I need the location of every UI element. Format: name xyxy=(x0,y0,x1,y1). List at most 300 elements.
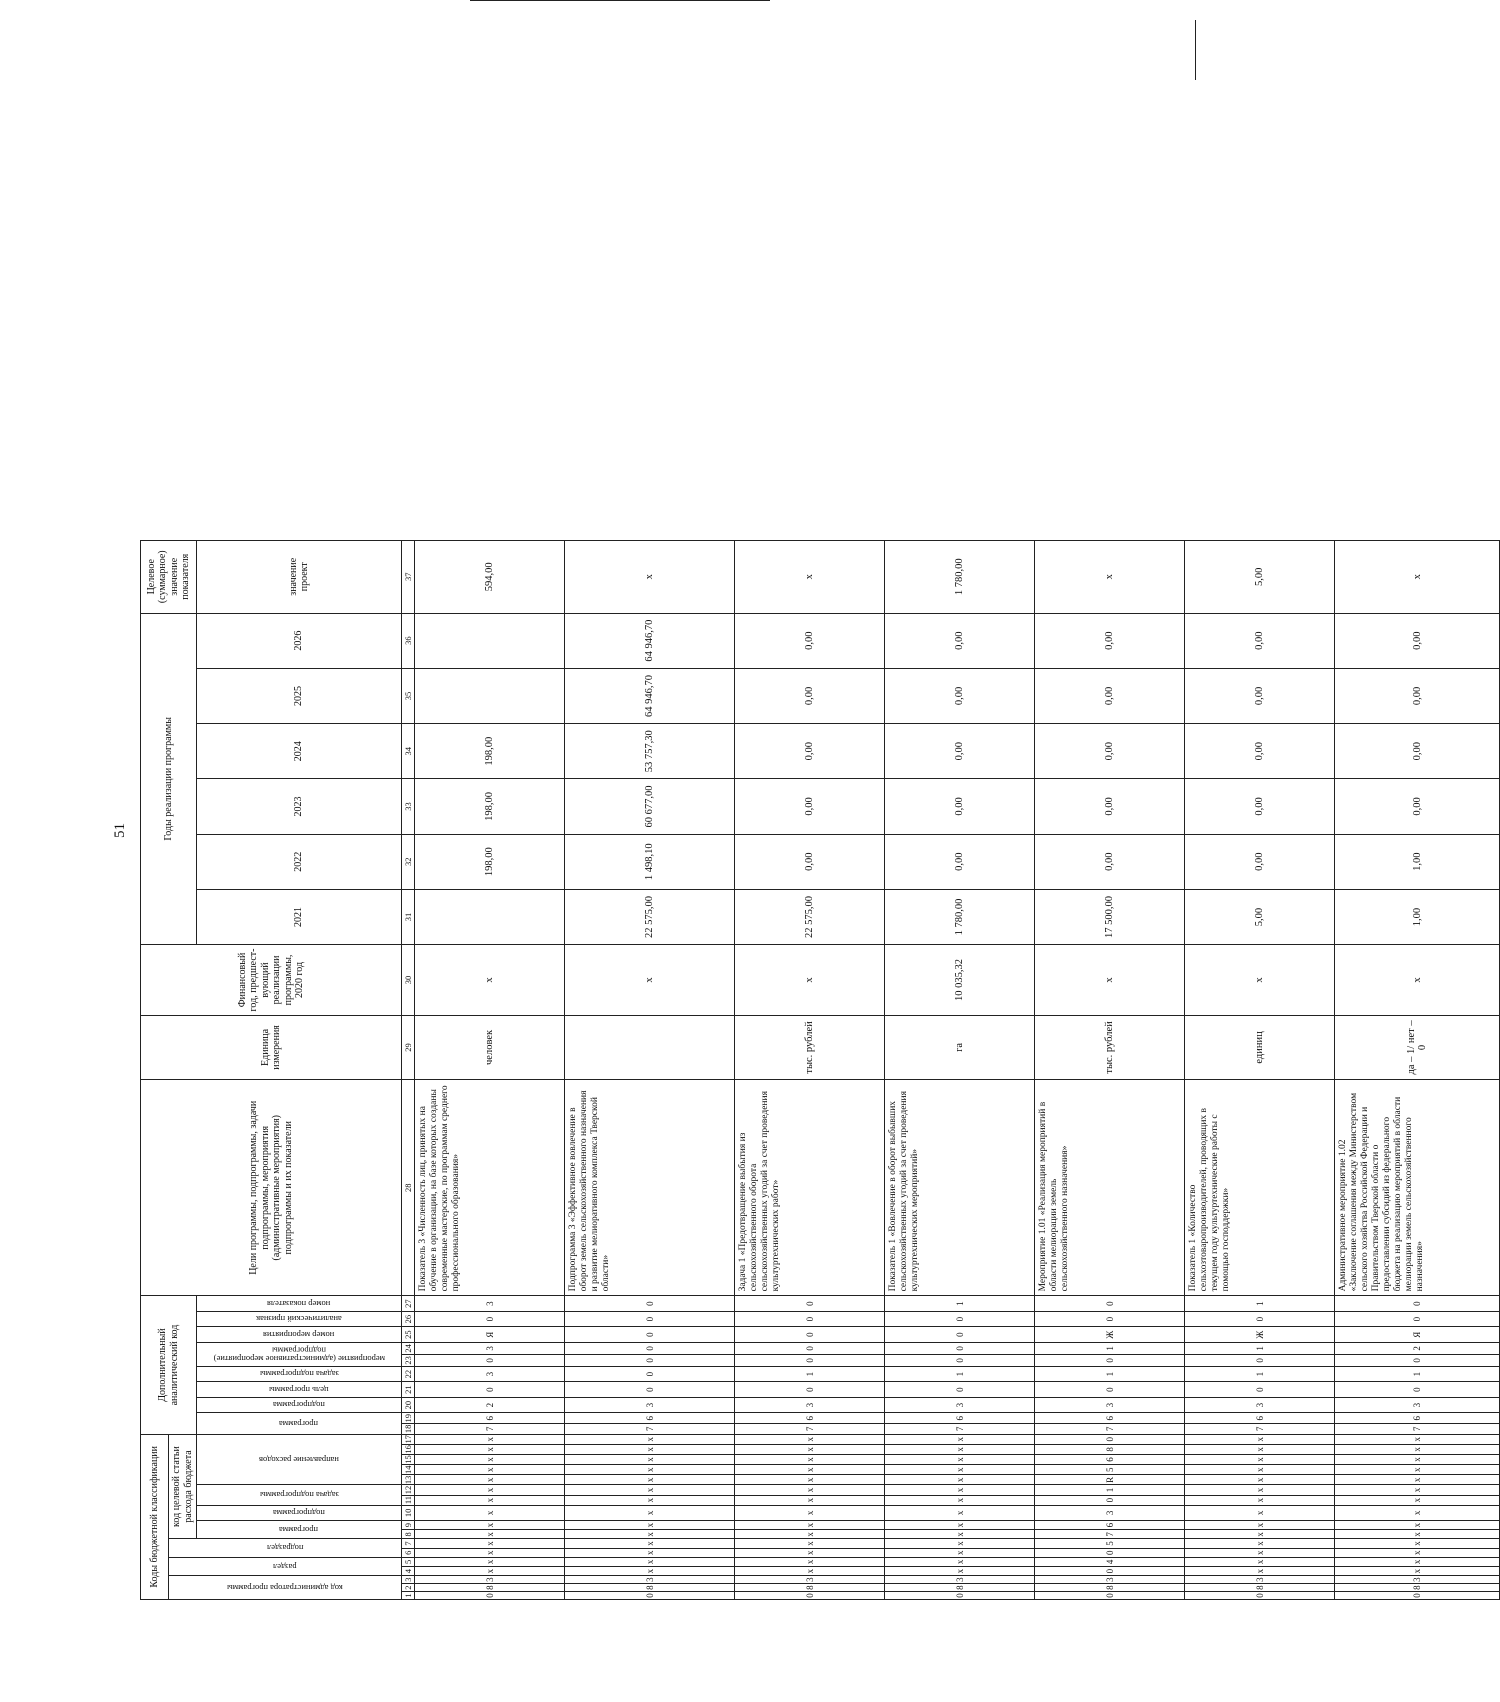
code-digit: 0 xyxy=(1035,1311,1185,1327)
scan-edge-right xyxy=(1195,20,1196,80)
code-digit: 6 xyxy=(1185,1413,1335,1424)
row-target: 5,00 xyxy=(1185,541,1335,614)
column-number: 8 xyxy=(402,1530,415,1539)
code-digit: 3 xyxy=(1185,1576,1335,1584)
row-year-value: 0,00 xyxy=(1335,724,1500,779)
code-digit: 0 xyxy=(1035,1354,1185,1366)
code-digit: х xyxy=(1335,1444,1500,1454)
column-number: 35 xyxy=(402,668,415,723)
code-digit: 0 xyxy=(885,1342,1035,1354)
column-number: 10 xyxy=(402,1505,415,1521)
code-digit: х xyxy=(1335,1434,1500,1444)
column-number: 12 xyxy=(403,1485,413,1495)
row-name: Показатель 3 «Численность лиц, принятых на обучение в организации, на базе которых созданы современные мастерские, по программам среднего профессионального образования» xyxy=(415,1080,565,1296)
column-number: 3 xyxy=(403,1577,413,1582)
code-digit: 0 xyxy=(565,1592,735,1600)
column-number: 6 xyxy=(402,1548,415,1557)
row-name: Показатель 1 «Вовлечение в оборот выбывших сельскохозяйственных угодий за счет проведения культуртехнических мероприятий» xyxy=(885,1080,1035,1296)
year-header-2024: 2024 xyxy=(197,724,402,779)
code-digit: 7 xyxy=(1335,1424,1500,1435)
code-digit: 0 xyxy=(735,1382,885,1398)
row-target: 594,00 xyxy=(415,541,565,614)
row-unit: га xyxy=(885,1015,1035,1079)
row-fin-year: 10 035,32 xyxy=(885,945,1035,1016)
code-digit: 0 xyxy=(735,1354,885,1366)
dac-event-no-header-label: номер мероприятия xyxy=(263,1329,335,1340)
code-digit: Я xyxy=(1335,1327,1500,1343)
code-digit: х xyxy=(1335,1465,1500,1475)
code-digit: Я xyxy=(415,1327,565,1343)
code-digit: х xyxy=(415,1444,565,1454)
code-digit: 2 xyxy=(1335,1342,1500,1354)
column-number: 27 xyxy=(402,1296,415,1312)
row-fin-year: х xyxy=(565,945,735,1016)
code-digit: х xyxy=(735,1465,885,1475)
row-year-value: 0,00 xyxy=(1335,779,1500,834)
code-digit: 0 xyxy=(1035,1382,1185,1398)
year-header-2026: 2026 xyxy=(197,613,402,668)
expense-direction-header xyxy=(197,1434,402,1485)
column-number: 21 xyxy=(402,1382,415,1398)
code-digit: х xyxy=(735,1434,885,1444)
code-digit: х xyxy=(415,1539,565,1548)
goals-header: Цели программы, подпрограммы, задачи подпрограммы, мероприятия (административные мероприятия) подпрограммы и их показатели xyxy=(141,1080,402,1296)
code-digit: х xyxy=(565,1485,735,1495)
column-number: 37 xyxy=(402,541,415,614)
code-digit: х xyxy=(1335,1495,1500,1505)
row-target: х xyxy=(1335,541,1500,614)
code-digit: х xyxy=(1185,1485,1335,1495)
code-digit: х xyxy=(735,1557,885,1566)
code-digit: 0 xyxy=(1335,1592,1500,1600)
scan-edge-top xyxy=(470,0,770,1)
code-digit: 6 xyxy=(565,1413,735,1424)
code-digit: 1 xyxy=(1185,1366,1335,1382)
code-digit: 3 xyxy=(1035,1576,1185,1584)
code-digit: 0 xyxy=(1335,1311,1500,1327)
column-number: 25 xyxy=(402,1327,415,1343)
program-header-label: программа xyxy=(279,1525,319,1535)
table-row xyxy=(415,541,565,1600)
column-number: 30 xyxy=(402,945,415,1016)
code-digit: 1 xyxy=(1035,1366,1185,1382)
row-year-value: 0,00 xyxy=(885,613,1035,668)
row-year-value: 17 500,00 xyxy=(1035,889,1185,944)
row-year-value: 0,00 xyxy=(1185,724,1335,779)
code-digit: х xyxy=(735,1505,885,1521)
table-row xyxy=(1035,541,1185,1600)
column-number: 14 xyxy=(403,1465,413,1474)
code-digit: х xyxy=(885,1454,1035,1464)
row-unit: человек xyxy=(415,1015,565,1079)
admin-code-header xyxy=(169,1576,402,1600)
code-digit: х xyxy=(1335,1567,1500,1576)
code-digit: 0 xyxy=(565,1342,735,1354)
code-digit: 0 xyxy=(1185,1592,1335,1600)
code-digit: х xyxy=(565,1539,735,1548)
code-digit: х xyxy=(415,1557,565,1566)
code-digit: х xyxy=(1335,1557,1500,1566)
code-digit: 3 xyxy=(885,1397,1035,1413)
code-digit: 0 xyxy=(1185,1354,1335,1366)
row-year-value: 22 575,00 xyxy=(735,889,885,944)
row-year-value: 0,00 xyxy=(1035,668,1185,723)
row-name: Мероприятие 1.01 «Реализация мероприятий в области мелиорации земель сельскохозяйственного назначения» xyxy=(1035,1080,1185,1296)
program-header xyxy=(197,1521,402,1539)
row-target: х xyxy=(735,541,885,614)
code-digit: 0 xyxy=(885,1327,1035,1343)
code-digit: 3 xyxy=(1335,1576,1500,1584)
row-year-value: 0,00 xyxy=(735,779,885,834)
code-digit: х xyxy=(885,1539,1035,1548)
code-digit: х xyxy=(565,1454,735,1464)
code-digit: х xyxy=(1185,1454,1335,1464)
row-year-value: 60 677,00 xyxy=(565,779,735,834)
code-digit: 0 xyxy=(415,1311,565,1327)
dac-sign-header-label: аналитический признак xyxy=(256,1314,342,1325)
code-digit: х xyxy=(565,1495,735,1505)
code-digit: 1 xyxy=(1035,1485,1185,1495)
code-digit: х xyxy=(885,1548,1035,1557)
code-digit: 5 xyxy=(1035,1465,1185,1475)
code-digit: х xyxy=(885,1485,1035,1495)
code-digit: 3 xyxy=(1035,1505,1185,1521)
code-digit: х xyxy=(885,1475,1035,1485)
row-year-value: 0,00 xyxy=(885,834,1035,889)
code-digit: х xyxy=(885,1505,1035,1521)
year-header-2023: 2023 xyxy=(197,779,402,834)
code-digit: 3 xyxy=(565,1576,735,1584)
row-year-value xyxy=(415,668,565,723)
code-digit: х xyxy=(565,1521,735,1530)
section-label: раздел xyxy=(273,1561,297,1572)
column-number: 28 xyxy=(402,1080,415,1296)
code-digit: х xyxy=(565,1434,735,1444)
dac-event-header-label: мероприятие (административное мероприятие) подпрограммы xyxy=(213,1345,385,1364)
code-digit: Ж xyxy=(1035,1327,1185,1343)
years-header: Годы реализации программы xyxy=(141,613,197,945)
row-year-value: 0,00 xyxy=(1035,724,1185,779)
code-digit: 5 xyxy=(1035,1539,1185,1548)
section-header xyxy=(169,1557,402,1575)
code-digit: 7 xyxy=(735,1424,885,1435)
code-digit: 0 xyxy=(885,1311,1035,1327)
code-digit: 1 xyxy=(1185,1296,1335,1312)
code-digit: х xyxy=(735,1475,885,1485)
column-number: 31 xyxy=(402,889,415,944)
column-number: 1 xyxy=(403,1593,413,1598)
column-number: 11 xyxy=(403,1495,413,1505)
column-number: 2 xyxy=(403,1585,413,1590)
code-digit: 6 xyxy=(1035,1521,1185,1530)
row-fin-year: х xyxy=(1035,945,1185,1016)
code-digit: 1 xyxy=(735,1366,885,1382)
code-digit: 0 xyxy=(1185,1382,1335,1398)
column-number: 29 xyxy=(402,1015,415,1079)
code-digit: х xyxy=(1185,1465,1335,1475)
row-year-value: 64 946,70 xyxy=(565,613,735,668)
code-digit: х xyxy=(565,1567,735,1576)
dac-subprogram-header-label: подпрограмма xyxy=(273,1400,325,1411)
code-digit: х xyxy=(735,1495,885,1505)
code-digit: 0 xyxy=(1335,1382,1500,1398)
code-digit: 0 xyxy=(565,1327,735,1343)
row-fin-year: х xyxy=(1335,945,1500,1016)
code-digit: 0 xyxy=(415,1592,565,1600)
code-digit: 6 xyxy=(1035,1413,1185,1424)
column-number: 15 xyxy=(403,1455,413,1464)
subprogram-header-label: подпрограмма xyxy=(273,1508,325,1519)
row-target: 1 780,00 xyxy=(885,541,1035,614)
code-digit: х xyxy=(1185,1557,1335,1566)
row-name: Административное мероприятие 1.02 «Заключение соглашения между Министерством сельского хозяйства Российской Федерации и Правительством Тверской области о предоставлении субсидий из федерального бюджета на реализацию мероприятий в области мелиорации земель сельскохозяйственного назначения» xyxy=(1335,1080,1500,1296)
code-digit: 3 xyxy=(565,1397,735,1413)
row-year-value: 0,00 xyxy=(1335,668,1500,723)
year-header-2025: 2025 xyxy=(197,668,402,723)
column-number: 5 xyxy=(402,1557,415,1566)
code-digit: х xyxy=(1185,1495,1335,1505)
code-digit: х xyxy=(565,1465,735,1475)
code-digit: х xyxy=(415,1567,565,1576)
year-header-2022: 2022 xyxy=(197,834,402,889)
code-digit: 3 xyxy=(1335,1397,1500,1413)
code-digit: х xyxy=(885,1434,1035,1444)
code-digit: 0 xyxy=(735,1327,885,1343)
table-row xyxy=(565,541,735,1600)
row-year-value: 198,00 xyxy=(415,724,565,779)
code-digit: х xyxy=(565,1530,735,1539)
code-digit: 6 xyxy=(735,1413,885,1424)
dac-event-header xyxy=(197,1342,402,1366)
row-unit: да – 1/ нет – 0 xyxy=(1335,1015,1500,1079)
target-header: Целевое (суммарное) значение показателя xyxy=(141,541,197,614)
row-year-value: 0,00 xyxy=(1185,779,1335,834)
code-digit: х xyxy=(565,1444,735,1454)
code-digit: 7 xyxy=(1035,1424,1185,1435)
dac-indicator-no-header-label: номер показателя xyxy=(267,1298,331,1309)
code-digit: 0 xyxy=(1035,1296,1185,1312)
row-year-value: 0,00 xyxy=(1185,834,1335,889)
row-year-value: 0,00 xyxy=(735,724,885,779)
code-digit: х xyxy=(735,1548,885,1557)
column-number: 17 xyxy=(403,1434,413,1444)
target-code-header: код целевой статьи расхода бюджета xyxy=(169,1434,197,1539)
column-number: 7 xyxy=(402,1539,415,1548)
code-digit: х xyxy=(885,1495,1035,1505)
dac-program-header-label: программа xyxy=(279,1418,319,1429)
row-year-value: 0,00 xyxy=(1185,668,1335,723)
code-digit: х xyxy=(1335,1539,1500,1548)
code-digit: 3 xyxy=(415,1576,565,1584)
row-name: Подпрограмма 3 «Эффективное вовлечение в оборот земель сельскохозяйственного назначения и развитие мелиоративного комплекса Тверской области» xyxy=(565,1080,735,1296)
code-digit: 1 xyxy=(1035,1342,1185,1354)
code-digit: х xyxy=(415,1495,565,1505)
row-year-value: 1,00 xyxy=(1335,889,1500,944)
code-digit: х xyxy=(1335,1485,1500,1495)
code-digit: х xyxy=(735,1485,885,1495)
code-digit: х xyxy=(735,1521,885,1530)
column-number: 24 xyxy=(403,1344,413,1353)
row-fin-year: х xyxy=(735,945,885,1016)
rotated-table-wrapper xyxy=(140,540,1500,1600)
unit-header: Единица измерения xyxy=(141,1015,402,1079)
code-digit: х xyxy=(415,1465,565,1475)
code-digit: 8 xyxy=(415,1584,565,1592)
code-digit: х xyxy=(1185,1434,1335,1444)
code-digit: х xyxy=(415,1530,565,1539)
table-row xyxy=(1335,541,1500,1600)
code-digit: 8 xyxy=(565,1584,735,1592)
column-number: 26 xyxy=(402,1311,415,1327)
code-digit: 0 xyxy=(735,1311,885,1327)
column-number: 18 xyxy=(403,1424,413,1434)
dac-sign-header xyxy=(197,1311,402,1327)
row-year-value: 0,00 xyxy=(885,779,1035,834)
code-digit: 6 xyxy=(885,1413,1035,1424)
code-digit: 7 xyxy=(885,1424,1035,1435)
code-digit: х xyxy=(565,1505,735,1521)
code-digit: х xyxy=(885,1530,1035,1539)
code-digit: 6 xyxy=(1035,1454,1185,1464)
dac-event-no-header xyxy=(197,1327,402,1343)
row-year-value: 0,00 xyxy=(735,834,885,889)
code-digit: х xyxy=(735,1530,885,1539)
code-digit: 7 xyxy=(1185,1424,1335,1435)
column-number: 22 xyxy=(402,1366,415,1382)
row-target: х xyxy=(565,541,735,614)
row-unit: тыс. рублей xyxy=(735,1015,885,1079)
code-digit: 1 xyxy=(885,1366,1035,1382)
code-digit: 0 xyxy=(885,1382,1035,1398)
row-year-value: 1 780,00 xyxy=(885,889,1035,944)
code-digit: х xyxy=(735,1454,885,1464)
table-row xyxy=(1185,541,1335,1600)
row-year-value: 64 946,70 xyxy=(565,668,735,723)
code-digit: х xyxy=(565,1548,735,1557)
fin-year-header: Финансовый год, предшест-вующий реализации программы, 2020 год xyxy=(141,945,402,1016)
row-year-value xyxy=(415,889,565,944)
code-digit: х xyxy=(1335,1530,1500,1539)
code-digit: 3 xyxy=(735,1576,885,1584)
code-digit: 7 xyxy=(415,1424,565,1435)
code-digit: 0 xyxy=(565,1382,735,1398)
subsection-label: подраздел xyxy=(266,1543,304,1554)
dac-program-header xyxy=(197,1413,402,1434)
code-digit: 0 xyxy=(565,1366,735,1382)
code-digit: 3 xyxy=(1035,1397,1185,1413)
row-year-value: 0,00 xyxy=(1335,613,1500,668)
row-year-value: 0,00 xyxy=(1035,779,1185,834)
code-digit: 0 xyxy=(565,1296,735,1312)
dac-task-header-label: задача подпрограммы xyxy=(259,1369,339,1380)
code-digit: 7 xyxy=(565,1424,735,1435)
code-digit: х xyxy=(1335,1505,1500,1521)
code-digit: 8 xyxy=(1335,1584,1500,1592)
expense-direction-header-label: направление расходов xyxy=(259,1454,339,1465)
code-digit: 1 xyxy=(1335,1366,1500,1382)
code-digit: х xyxy=(415,1454,565,1464)
code-digit: х xyxy=(1185,1475,1335,1485)
code-digit: х xyxy=(885,1465,1035,1475)
row-year-value: 198,00 xyxy=(415,834,565,889)
code-digit: х xyxy=(1335,1475,1500,1485)
code-digit: х xyxy=(415,1485,565,1495)
row-year-value: 0,00 xyxy=(1185,613,1335,668)
code-digit: х xyxy=(415,1475,565,1485)
subsection-header xyxy=(169,1539,402,1557)
column-number: 34 xyxy=(402,724,415,779)
dac-subprogram-header xyxy=(197,1397,402,1413)
code-digit: 0 xyxy=(1335,1296,1500,1312)
program-table xyxy=(140,540,1500,1600)
code-digit: 8 xyxy=(1035,1584,1185,1592)
code-digit: R xyxy=(1035,1475,1185,1485)
column-number: 33 xyxy=(402,779,415,834)
code-digit: 8 xyxy=(1185,1584,1335,1592)
code-digit: х xyxy=(1185,1567,1335,1576)
code-digit: х xyxy=(1335,1521,1500,1530)
code-digit: 8 xyxy=(1035,1444,1185,1454)
subprogram-task-header xyxy=(197,1485,402,1505)
row-year-value: 1 498,10 xyxy=(565,834,735,889)
code-digit: 0 xyxy=(735,1296,885,1312)
table-row xyxy=(885,541,1035,1600)
row-year-value xyxy=(415,613,565,668)
code-digit: х xyxy=(735,1539,885,1548)
code-digit: х xyxy=(885,1567,1035,1576)
column-number: 23 xyxy=(403,1356,413,1365)
code-digit: 7 xyxy=(1035,1530,1185,1539)
row-unit xyxy=(565,1015,735,1079)
code-digit: х xyxy=(1185,1521,1335,1530)
row-year-value: 0,00 xyxy=(885,724,1035,779)
row-year-value: 0,00 xyxy=(1035,834,1185,889)
row-year-value: 0,00 xyxy=(735,613,885,668)
additional-code-header: Дополнительный аналитический код xyxy=(141,1296,197,1434)
code-digit: х xyxy=(885,1521,1035,1530)
code-digit: 0 xyxy=(1335,1354,1500,1366)
page-number: 51 xyxy=(112,823,128,838)
code-digit: 8 xyxy=(885,1584,1035,1592)
dac-goal-header-label: цель программы xyxy=(269,1384,329,1395)
subprogram-header xyxy=(197,1505,402,1521)
code-digit: 3 xyxy=(415,1342,565,1354)
row-year-value: 198,00 xyxy=(415,779,565,834)
code-digit: х xyxy=(415,1434,565,1444)
code-digit: 3 xyxy=(415,1296,565,1312)
code-digit: 0 xyxy=(1035,1548,1185,1557)
row-target: х xyxy=(1035,541,1185,614)
code-digit: 0 xyxy=(1185,1311,1335,1327)
row-unit: единиц xyxy=(1185,1015,1335,1079)
row-year-value: 5,00 xyxy=(1185,889,1335,944)
code-digit: х xyxy=(565,1557,735,1566)
column-number: 9 xyxy=(402,1521,415,1530)
column-number: 4 xyxy=(402,1567,415,1576)
code-digit: х xyxy=(735,1444,885,1454)
budget-codes-header: Коды бюджетной классификации xyxy=(141,1434,169,1599)
column-number: 36 xyxy=(402,613,415,668)
code-digit: х xyxy=(1185,1505,1335,1521)
code-digit: х xyxy=(415,1548,565,1557)
code-digit: 1 xyxy=(1185,1342,1335,1354)
row-year-value: 53 757,30 xyxy=(565,724,735,779)
code-digit: 0 xyxy=(415,1354,565,1366)
column-number: 32 xyxy=(402,834,415,889)
code-digit: 3 xyxy=(885,1576,1035,1584)
column-number: 19 xyxy=(403,1413,413,1423)
code-digit: х xyxy=(415,1505,565,1521)
